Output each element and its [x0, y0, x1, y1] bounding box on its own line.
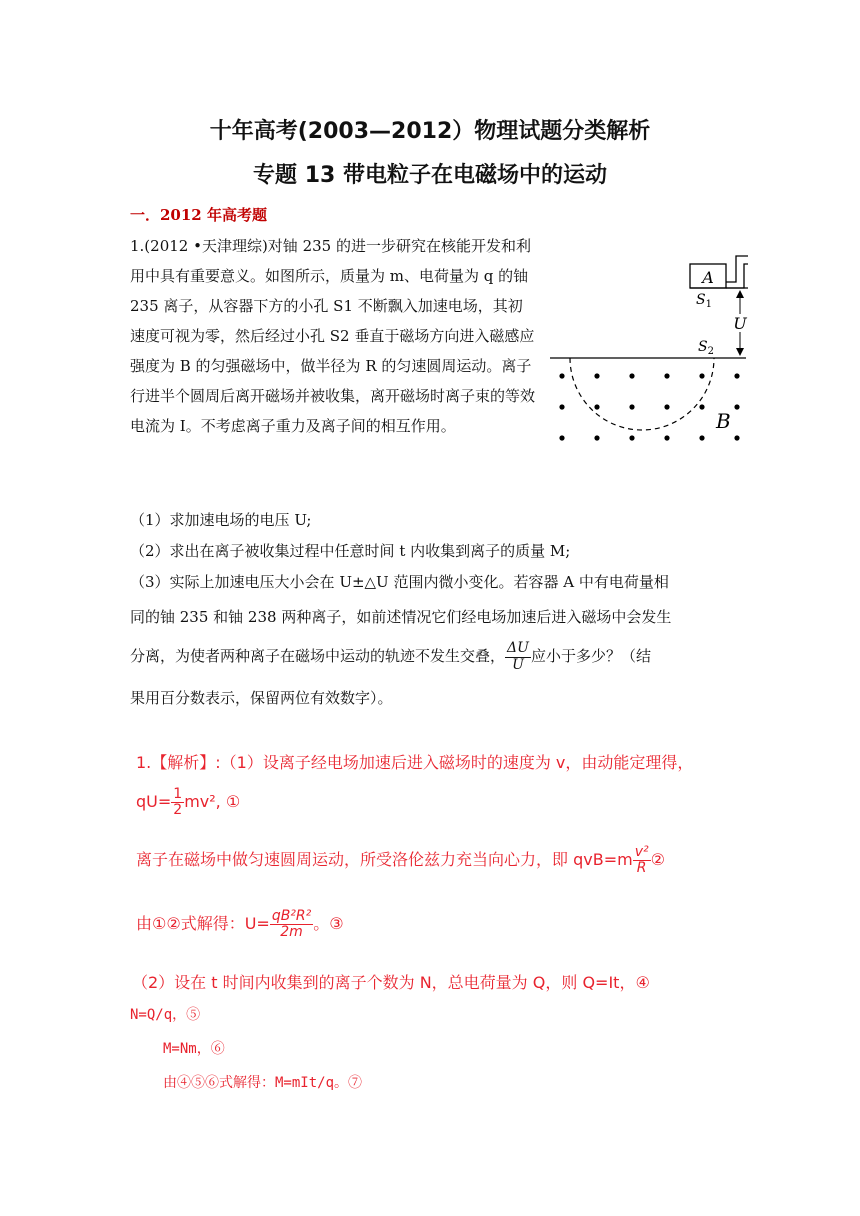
- inlet-pipe: [726, 256, 748, 282]
- field-dot: [594, 373, 599, 378]
- field-dot: [699, 404, 704, 409]
- solution-line-5: （2）设在 t 时间内收集到的离子个数为 N，总电荷量为 Q，则 Q=It，④: [132, 973, 650, 992]
- solution-line-3: 离子在磁场中做匀速圆周运动，所受洛伦兹力充当向心力，即 qvB=m $\frac{\text{v²}}{R}$ ②: [136, 843, 665, 876]
- problem-text: 1.(2012 •天津理综)对铀 235 的进一步研究在核能开发和利用中具有重要意义。如图所示，质量为 m、电荷量为 q 的铀 235 离子，从容器下方的小孔 S1 不断飘入加速电场，其初速度可视为零，然后经过小孔 S2 垂直于磁场方向进入磁感应强度为 B 的匀强磁场中，做半径为 R 的匀速圆周运动。离子行进半个圆周后离开磁场并被收集，离开磁场时离子束的等效电流为 I。不考虑离子重力及离子间的相互作用。: [130, 237, 536, 435]
- document-subtitle: 专题 13 带电粒子在电磁场中的运动: [253, 163, 607, 188]
- question-3-text-post: 应小于多少？（结: [530, 647, 651, 665]
- question-3-line-3: [130, 636, 651, 676]
- field-dot: [664, 373, 669, 378]
- field-dot: [734, 435, 739, 440]
- mass-spectrometer-figure: [548, 252, 748, 452]
- field-dot: [664, 404, 669, 409]
- question-3-line-4: 果用百分数表示，保留两位有效数字）。: [130, 689, 393, 707]
- voltage-label: U: [733, 314, 747, 333]
- section-heading: 一．2012 年高考题: [130, 206, 267, 224]
- question-3-text-pre: 分离，为使者两种离子在磁场中运动的轨迹不发生交叠，: [130, 647, 506, 665]
- solution-line-7: M=Nm，⑥: [163, 1041, 225, 1057]
- s2-label: $S_2$: [698, 339, 714, 357]
- field-dot: [734, 373, 739, 378]
- field-dot: [559, 435, 564, 440]
- container-label: A: [702, 268, 714, 287]
- physics-diagram: [548, 252, 748, 452]
- field-dot: [699, 435, 704, 440]
- voltage-fraction: $\frac{\text{qB²R²}}{2m}$: [271, 907, 312, 940]
- inlet-pipe-inner: [726, 264, 748, 288]
- question-3-line-2: 同的铀 235 和铀 238 两种离子，如前述情况它们经电场加速后进入磁场中会发生: [130, 608, 672, 626]
- field-dot: [699, 373, 704, 378]
- solution-line-2: qU= $\frac{1}{2}$ mv², ①: [136, 785, 241, 818]
- field-dots: [559, 373, 739, 440]
- solution-line-1: 1.【解析】:（1）设离子经电场加速后进入磁场时的速度为 v，由动能定理得，: [136, 753, 694, 772]
- s1-label: $S_1$: [696, 292, 712, 310]
- field-label: B: [716, 409, 731, 433]
- field-dot: [664, 435, 669, 440]
- arrow-head-up: [736, 290, 744, 298]
- field-dot: [734, 404, 739, 409]
- field-dot: [559, 373, 564, 378]
- ion-trajectory: [570, 358, 714, 430]
- field-dot: [629, 435, 634, 440]
- half-fraction: $\frac{1}{2}$: [173, 785, 183, 818]
- arrow-head-down: [736, 348, 744, 356]
- question-2: （2）求出在离子被收集过程中任意时间 t 内收集到离子的质量 M;: [130, 542, 571, 560]
- solution-line-8: 由④⑤⑥式解得：M=mIt/q。⑦: [163, 1075, 363, 1091]
- field-dot: [559, 404, 564, 409]
- field-dot: [629, 404, 634, 409]
- question-3-line-1: （3）实际上加速电压大小会在 U±△U 范围内微小变化。若容器 A 中有电荷量相: [130, 573, 669, 591]
- field-dot: [629, 373, 634, 378]
- solution-line-4: 由①②式解得：U= $\frac{\text{qB²R²}}{2m}$ 。③: [136, 907, 344, 940]
- field-dot: [594, 435, 599, 440]
- v2-over-r-fraction: $\frac{\text{v²}}{R}$: [634, 843, 649, 876]
- document-title: 十年高考(2003—2012）物理试题分类解析: [209, 119, 651, 144]
- delta-u-fraction: $\frac{\Delta U}{U}$: [507, 640, 529, 673]
- solution-line-6: N=Q/q，⑤: [130, 1007, 201, 1023]
- question-1: （1）求加速电场的电压 U;: [130, 511, 312, 529]
- field-dot: [594, 404, 599, 409]
